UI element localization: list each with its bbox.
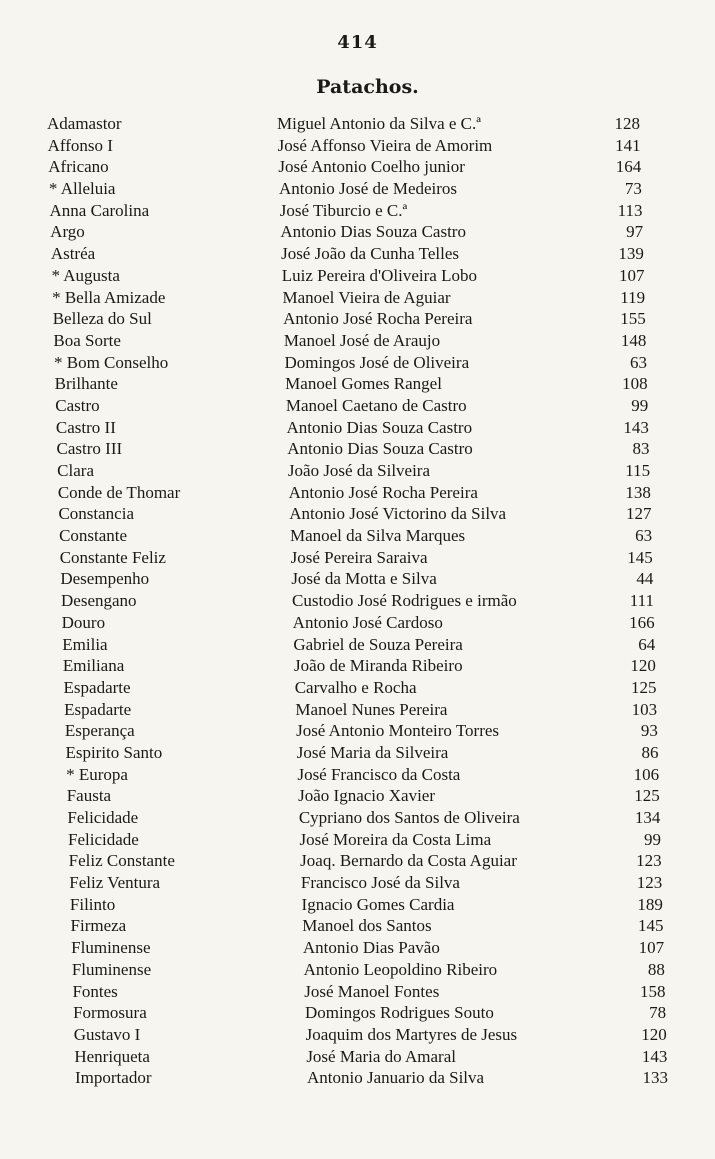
ship-name: Brilhante xyxy=(54,374,118,394)
table-row xyxy=(0,352,715,374)
owner-name: Antonio Leopoldino Ribeiro xyxy=(303,959,498,979)
ship-name: * Europa xyxy=(66,764,128,784)
owner-name: Antonio Januario da Silva xyxy=(307,1068,485,1088)
tonnage-value: 63 xyxy=(635,526,653,546)
ship-name: Douro xyxy=(61,612,106,632)
ship-name: Firmeza xyxy=(70,916,127,936)
ship-name: Castro xyxy=(55,395,100,415)
owner-name: Antonio José Cardoso xyxy=(292,612,443,632)
ship-name: Fausta xyxy=(66,786,112,806)
tonnage-value: 93 xyxy=(640,721,658,741)
table-row xyxy=(0,568,715,590)
ship-name: Felicidade xyxy=(68,829,139,849)
table-row xyxy=(0,287,715,309)
table-row xyxy=(0,959,715,981)
table-row xyxy=(0,503,715,525)
owner-name: Joaquim dos Martyres de Jesus xyxy=(305,1024,518,1044)
owner-name: José Maria da Silveira xyxy=(296,742,449,762)
ship-name: Henriqueta xyxy=(74,1046,150,1066)
tonnage-value: 108 xyxy=(622,374,648,394)
tonnage-value: 138 xyxy=(625,482,651,502)
ship-name: Importador xyxy=(75,1068,152,1088)
table-row xyxy=(0,395,715,417)
table-row xyxy=(0,634,715,656)
ship-name: Belleza do Sul xyxy=(52,309,152,329)
owner-name: José da Motta e Silva xyxy=(291,569,437,589)
table-row xyxy=(0,200,715,222)
tonnage-value: 115 xyxy=(625,461,651,480)
tonnage-value: 145 xyxy=(627,547,653,567)
ship-name: Fontes xyxy=(72,981,118,1001)
table-row xyxy=(0,373,715,395)
owner-name: Antonio Dias Souza Castro xyxy=(287,439,473,459)
owner-name: Antonio José Victorino da Silva xyxy=(289,504,507,524)
owner-name: Domingos Rodrigues Souto xyxy=(304,1003,494,1023)
ship-name: Felicidade xyxy=(67,808,139,827)
ship-name: Esperança xyxy=(64,721,135,741)
owner-name: Manoel Caetano de Castro xyxy=(285,395,467,415)
ship-name: Constante xyxy=(59,526,128,546)
owner-name: Luiz Pereira d'Oliveira Lobo xyxy=(281,265,477,285)
ship-name: Constancia xyxy=(58,504,134,524)
tonnage-value: 143 xyxy=(641,1046,668,1066)
owner-name: Manoel Vieira de Aguiar xyxy=(282,287,451,307)
owner-name: Gabriel de Souza Pereira xyxy=(293,634,463,654)
owner-name: Manoel Gomes Rangel xyxy=(285,374,442,394)
owner-name: Domingos José de Oliveira xyxy=(284,352,470,372)
ship-name: Desempenho xyxy=(60,569,150,589)
ship-name: Castro III xyxy=(56,439,123,459)
table-row xyxy=(0,135,715,157)
ship-name: Formosura xyxy=(73,1003,147,1023)
table-row xyxy=(0,937,715,959)
table-row xyxy=(0,460,715,482)
tonnage-value: 123 xyxy=(636,851,662,871)
ship-name: Castro II xyxy=(55,417,116,437)
owner-name: Ignacio Gomes Cardia xyxy=(301,894,455,914)
ship-name: Filinto xyxy=(69,894,116,914)
ship-name: * Augusta xyxy=(51,265,120,285)
ship-name: Gustavo I xyxy=(73,1024,141,1044)
owner-name: Antonio Dias Pavão xyxy=(302,938,440,958)
tonnage-value: 158 xyxy=(639,981,666,1001)
owner-name: José Tiburcio e C.ª xyxy=(279,200,408,220)
tonnage-value: 143 xyxy=(623,417,649,437)
table-row xyxy=(0,807,715,829)
owner-name: José Affonso Vieira de Amorim xyxy=(277,135,493,155)
owner-name: João Ignacio Xavier xyxy=(298,786,436,806)
owner-name: José Antonio Coelho junior xyxy=(278,157,465,177)
table-row xyxy=(0,525,715,547)
ship-name: Adamastor xyxy=(47,114,122,133)
owner-name: Manoel Nunes Pereira xyxy=(295,699,448,719)
table-row xyxy=(0,113,715,135)
tonnage-value: 134 xyxy=(634,808,661,827)
table-row xyxy=(0,547,715,569)
table-row xyxy=(0,1067,715,1089)
ship-name: Constante Feliz xyxy=(59,547,166,567)
tonnage-value: 133 xyxy=(642,1068,668,1088)
owner-name: José João da Cunha Telles xyxy=(281,244,459,264)
tonnage-value: 139 xyxy=(618,244,644,264)
table-row xyxy=(0,417,715,439)
table-row xyxy=(0,699,715,721)
table-row xyxy=(0,482,715,504)
table-row xyxy=(0,850,715,872)
tonnage-value: 107 xyxy=(638,938,665,958)
tonnage-value: 103 xyxy=(631,699,658,719)
ship-name: * Alleluia xyxy=(48,179,116,199)
tonnage-value: 145 xyxy=(638,916,664,936)
tonnage-value: 78 xyxy=(649,1003,667,1023)
owner-name: Antonio Dias Souza Castro xyxy=(286,417,473,437)
owner-name: José Francisco da Costa xyxy=(297,764,461,784)
tonnage-value: 119 xyxy=(620,287,646,307)
tonnage-value: 120 xyxy=(641,1024,667,1044)
ship-name: Espirito Santo xyxy=(65,742,163,762)
tonnage-value: 99 xyxy=(644,829,661,849)
tonnage-value: 148 xyxy=(620,330,647,350)
table-row xyxy=(0,742,715,764)
table-row xyxy=(0,677,715,699)
owner-name: José Manoel Fontes xyxy=(304,981,440,1001)
table-row xyxy=(0,1046,715,1068)
ship-name: Conde de Thomar xyxy=(57,482,181,502)
table-row xyxy=(0,764,715,786)
table-row xyxy=(0,221,715,243)
table-row xyxy=(0,894,715,916)
table-row xyxy=(0,1024,715,1046)
ship-name: * Bom Conselho xyxy=(54,352,169,372)
table-row xyxy=(0,981,715,1003)
page-number: 414 xyxy=(337,32,378,53)
ship-name: * Bella Amizade xyxy=(52,287,166,307)
ship-name: Africano xyxy=(48,157,109,177)
owner-name: José Moreira da Costa Lima xyxy=(299,829,492,849)
tonnage-value: 106 xyxy=(633,764,660,784)
table-row xyxy=(0,438,715,460)
owner-name: Manoel da Silva Marques xyxy=(289,526,466,546)
table-row xyxy=(0,308,715,330)
ship-name: Espadarte xyxy=(63,677,131,697)
ship-name: Emiliana xyxy=(62,656,125,676)
ship-name: Argo xyxy=(50,222,85,242)
ship-name: Anna Carolina xyxy=(49,200,150,220)
table-row xyxy=(0,243,715,265)
owner-name: João de Miranda Ribeiro xyxy=(294,656,463,676)
tonnage-value: 155 xyxy=(620,309,646,329)
owner-name: Custodio José Rodrigues e irmão xyxy=(292,591,517,611)
tonnage-value: 189 xyxy=(637,894,663,914)
tonnage-value: 111 xyxy=(629,591,654,611)
table-row xyxy=(0,785,715,807)
owner-name: Manoel dos Santos xyxy=(302,916,432,936)
tonnage-value: 97 xyxy=(626,222,644,242)
ship-name: Boa Sorte xyxy=(53,330,121,350)
owner-name: José Antonio Monteiro Torres xyxy=(296,721,500,741)
ship-name: Fluminense xyxy=(71,959,152,979)
tonnage-value: 83 xyxy=(632,439,650,459)
table-row xyxy=(0,872,715,894)
tonnage-value: 123 xyxy=(636,873,663,893)
tonnage-value: 125 xyxy=(631,677,657,697)
owner-name: Cypriano dos Santos de Oliveira xyxy=(298,808,520,827)
table-row xyxy=(0,265,715,287)
tonnage-value: 164 xyxy=(615,157,642,177)
tonnage-value: 120 xyxy=(630,656,656,676)
table-row xyxy=(0,156,715,178)
owner-name: José Maria do Amaral xyxy=(306,1046,456,1066)
tonnage-value: 107 xyxy=(618,265,645,285)
tonnage-value: 63 xyxy=(630,352,647,372)
table-row xyxy=(0,655,715,677)
tonnage-value: 73 xyxy=(624,179,642,199)
owner-name: Antonio Dias Souza Castro xyxy=(280,222,466,242)
owner-name: Joaq. Bernardo da Costa Aguiar xyxy=(300,851,517,871)
owner-name: Manoel José de Araujo xyxy=(283,330,441,350)
ship-name: Emilia xyxy=(62,634,108,654)
owner-name: João José da Silveira xyxy=(287,461,431,480)
owner-name: Antonio José Rocha Pereira xyxy=(283,309,473,329)
ship-name: Clara xyxy=(57,461,94,480)
ship-name: Fluminense xyxy=(71,938,151,958)
ship-name: Desengano xyxy=(61,591,137,611)
owner-name: Antonio José de Medeiros xyxy=(279,179,458,199)
table-row xyxy=(0,590,715,612)
owner-name: Francisco José da Silva xyxy=(300,873,460,893)
table-row xyxy=(0,720,715,742)
owner-name: José Pereira Saraiva xyxy=(290,547,428,567)
table-row xyxy=(0,178,715,200)
ship-name: Feliz Ventura xyxy=(69,873,161,893)
owner-name: Antonio José Rocha Pereira xyxy=(288,482,478,502)
ship-name: Astréa xyxy=(50,244,96,264)
tonnage-value: 125 xyxy=(634,786,660,806)
owner-name: Miguel Antonio da Silva e C.ª xyxy=(277,114,481,133)
table-row xyxy=(0,612,715,634)
table-row xyxy=(0,330,715,352)
ship-name: Affonso I xyxy=(47,135,113,155)
ship-register-list xyxy=(0,113,715,1089)
tonnage-value: 99 xyxy=(631,395,649,415)
tonnage-value: 64 xyxy=(638,634,656,654)
section-title: Patachos. xyxy=(316,76,419,98)
tonnage-value: 128 xyxy=(614,114,640,133)
table-row xyxy=(0,1002,715,1024)
tonnage-value: 113 xyxy=(617,200,643,220)
tonnage-value: 86 xyxy=(641,742,659,762)
table-row xyxy=(0,915,715,937)
tonnage-value: 88 xyxy=(647,959,665,979)
table-row xyxy=(0,829,715,851)
ship-name: Espadarte xyxy=(64,699,132,719)
tonnage-value: 127 xyxy=(625,504,652,524)
ship-name: Feliz Constante xyxy=(68,851,175,871)
tonnage-value: 44 xyxy=(636,569,654,589)
tonnage-value: 166 xyxy=(629,612,655,632)
owner-name: Carvalho e Rocha xyxy=(294,677,417,697)
tonnage-value: 141 xyxy=(615,135,641,155)
